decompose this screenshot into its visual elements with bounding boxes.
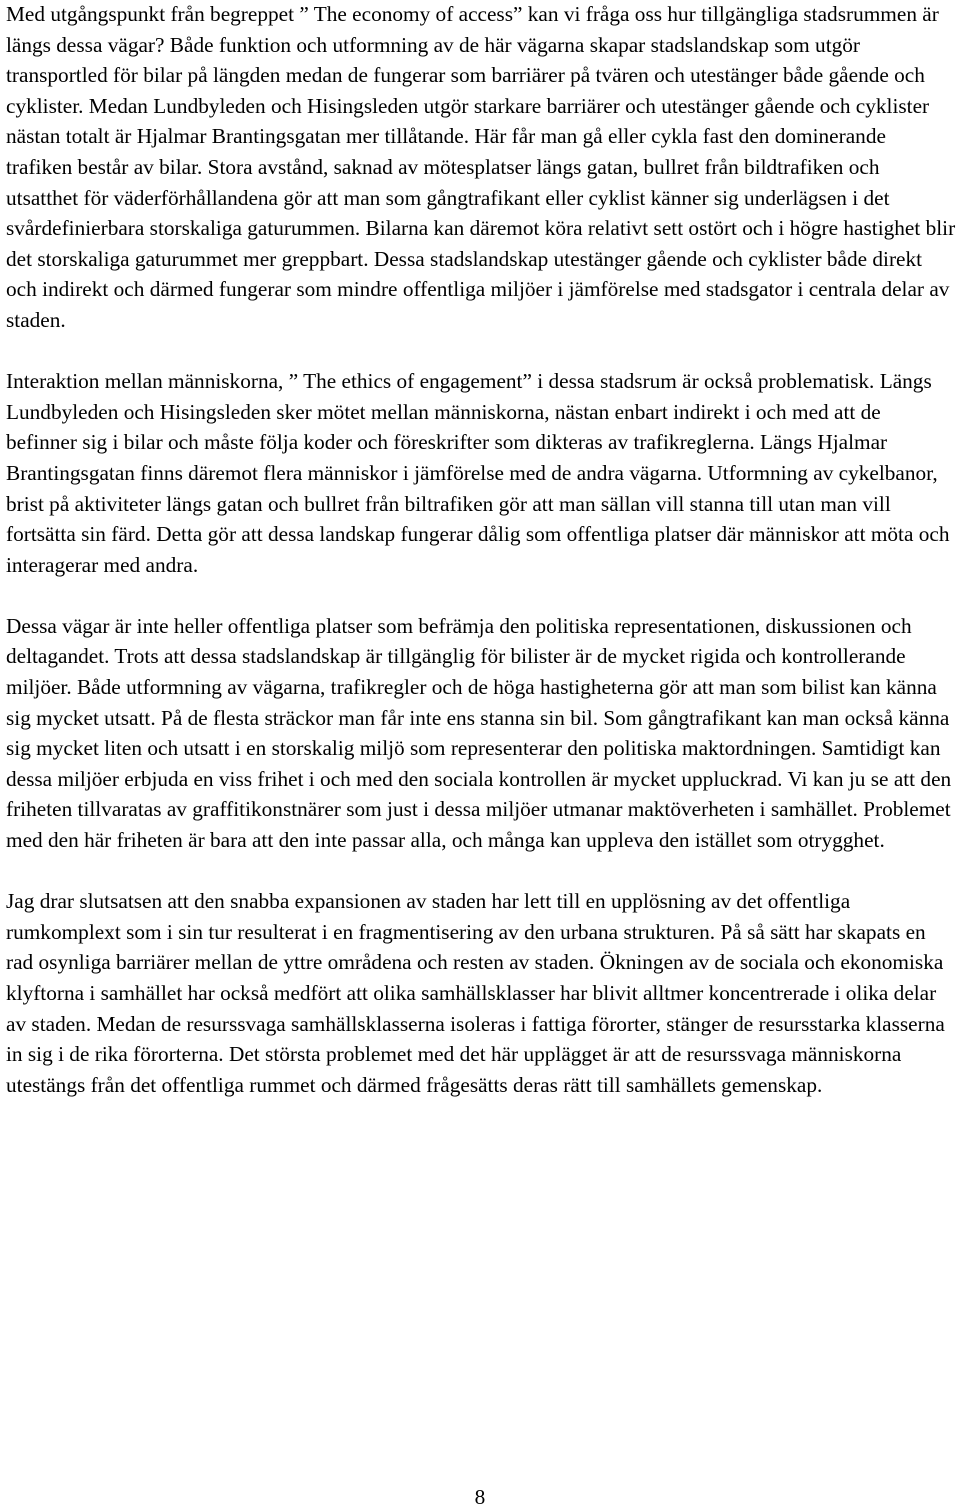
body-text — [6, 0, 956, 1131]
page-number: 8 — [474, 1485, 486, 1509]
paragraph-3: Dessa vägar är inte heller offentliga platser som befrämja den politiska representationen, diskussionen och deltagandet. Trots att dessa stadslandskap är tillgänglig för bilister är de mycket rigida och kontrollerande miljöer. Både utformning av vägarna, trafikregler och de höga hastigheterna gör att man som bilist kan känna sig mycket utsatt. På de flesta sträckor man får inte ens stanna sin bil. Som gångtrafikant kan man också känna sig mycket liten och utsatt i en storskalig miljö som representerar den politiska maktordningen. Samtidigt kan dessa miljöer erbjuda en viss frihet i och med den sociala kontrollen är mycket uppluckrad. Vi kan ju se att den friheten tillvaratas av graffitikonstnärer som just i dessa miljöer utmanar maktöverheten i samhället. Problemet med den här friheten är bara att den inte passar alla, och många kan uppleva den istället som otrygghet. — [6, 613, 952, 853]
paragraph-2: Interaktion mellan människorna, ” The ethics of engagement” i dessa stadsrum är också problematisk. Längs Lundbyleden och Hisingsleden sker mötet mellan människorna, nästan enbart indirekt i och med att de befinner sig i bilar och måste följa koder och föreskrifter som dikteras av trafikreglerna. Längs Hjalmar Brantingsgatan finns däremot flera människor i jämförelse med de andra vägarna. Utformning av cykelbanor, brist på aktiviteter längs gatan och bullret från biltrafiken gör att man sällan vill stanna till utan man vill fortsätta sin färd. Detta gör att dessa landskap fungerar dålig som offentliga platser där människor att möta och interagerar med andra. — [6, 369, 950, 577]
paragraph-4: Jag drar slutsatsen att den snabba expansionen av staden har lett till en upplösning av det offentliga rumkomplext som i sin tur resulterat i en fragmentisering av den urbana strukturen. På så sätt har skapats en rad osynliga barriärer mellan de yttre områdena och resten av staden. Ökningen av de sociala och ekonomiska klyftorna i samhället har också medfört att olika samhällsklasser har blivit alltmer koncentrerade i olika delar av staden. Medan de resurssvaga samhällsklasserna isoleras i fattiga förorter, stänger de resursstarka klasserna in sig i de rika förorterna. Det största problemet med det här upplägget är att de resurssvaga människorna utestängs från det offentliga rummet och därmed frågesätts deras rätt till samhällets gemenskap. — [6, 889, 945, 1097]
paragraph-1: Med utgångspunkt från begreppet ” The economy of access” kan vi fråga oss hur tillgängliga stadsrummen är längs dessa vägar? Både funktion och utformning av de här vägarna skapar stadslandskap som utgör transportled för bilar på längden medan de fungerar som barriärer på tvären och utestänger både gående och cyklister. Medan Lundbyleden och Hisingsleden utgör starkare barriärer och utestänger gående och cyklister nästan totalt är Hjalmar Brantingsgatan mer tillåtande. Här får man gå eller cykla fast den dominerande trafiken består av bilar. Stora avstånd, saknad av mötesplatser längs gatan, bullret från bildtrafiken och utsatthet för väderförhållandena gör att man som gångtrafikant eller cyklist känner sig underlägsen i det svårdefinierbara storskaliga gaturummen. Bilarna kan däremot köra relativt sett ostört och i högre hastighet blir det storskaliga gaturummet mer greppbart. Dessa stadslandskap utestänger gående och cyklister både direkt och indirekt och därmed fungerar som mindre offentliga miljöer i jämförelse med stadsgator i centrala delar av staden. — [6, 2, 956, 332]
